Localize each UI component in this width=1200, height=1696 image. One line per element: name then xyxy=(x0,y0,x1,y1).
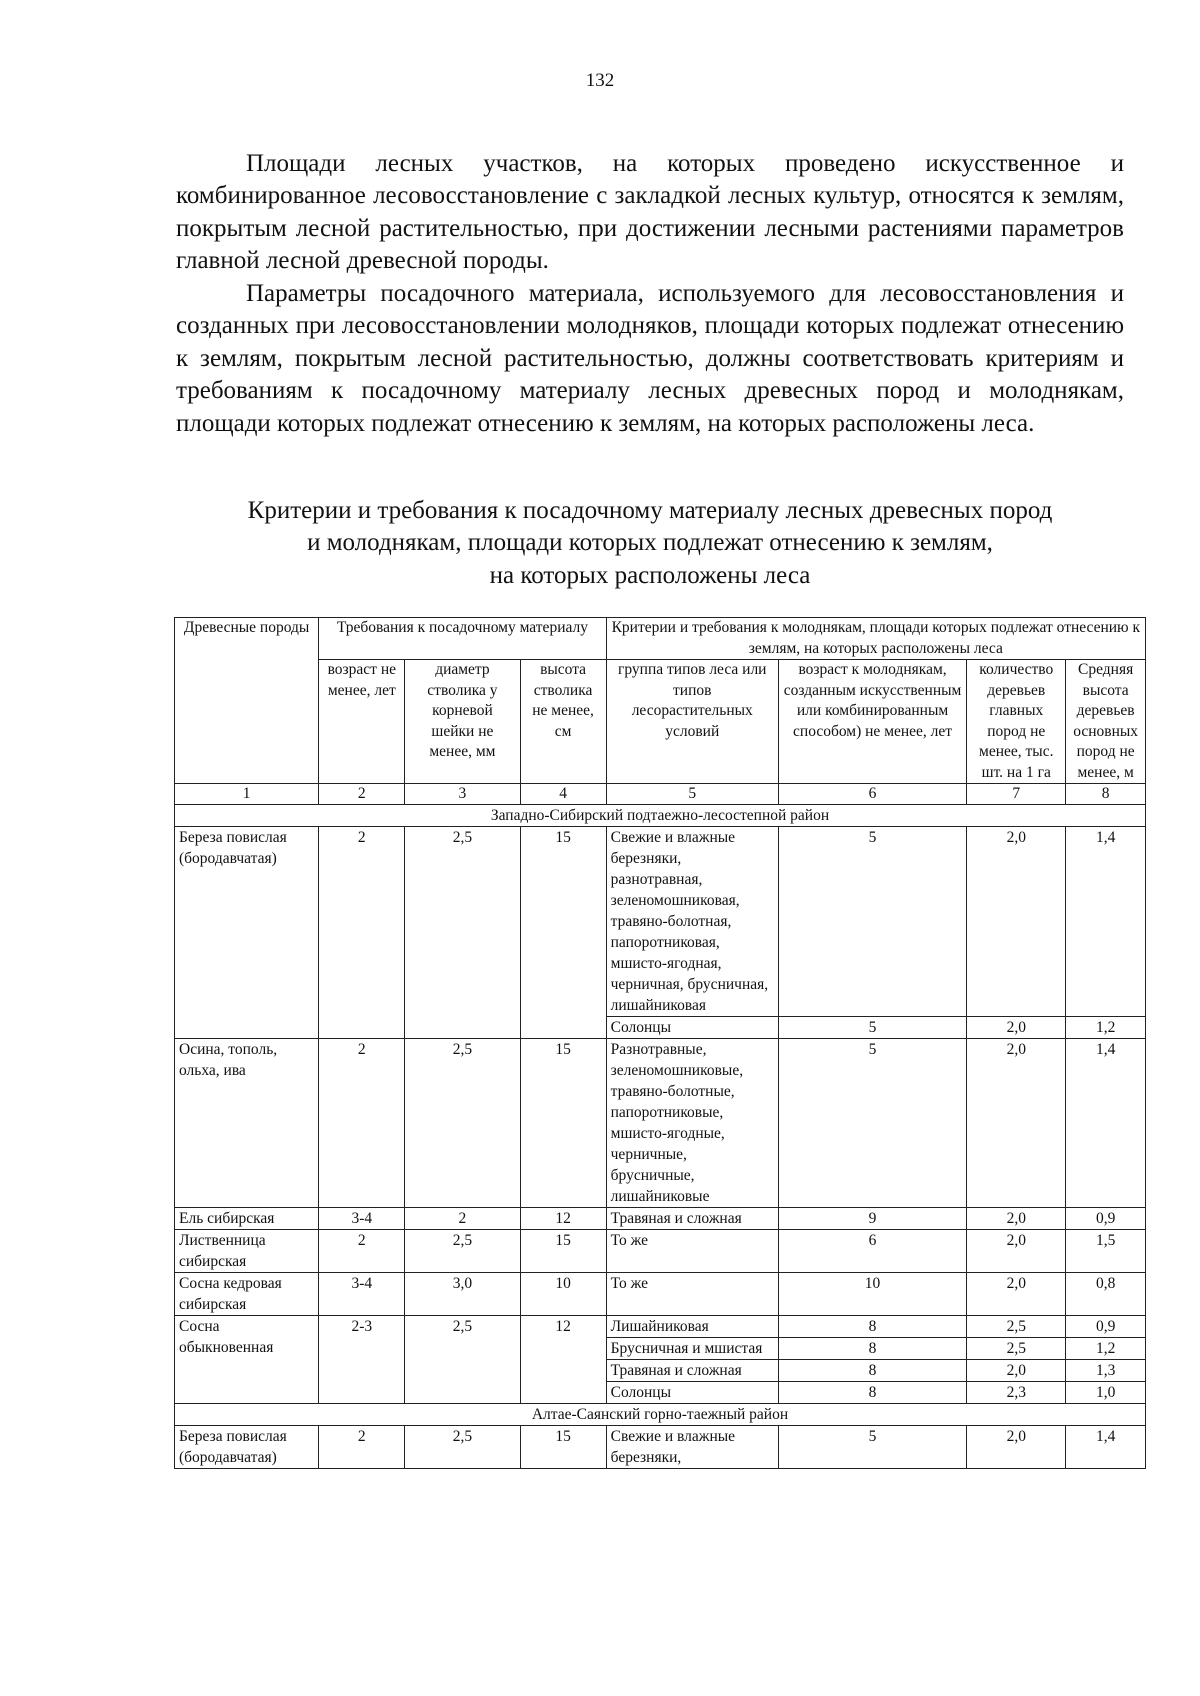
header-row-1 xyxy=(175,618,1146,660)
section-name: Алтае-Саянский горно-таежный район xyxy=(175,1404,1146,1426)
forest-type-cell: Разнотравные, зеленомошниковые, травяно-болотные, папоротниковые, мшисто-ягодные, черничные, брусничные, лишайниковые xyxy=(606,1039,778,1208)
avg-height-cell: 1,4 xyxy=(1066,1426,1146,1469)
tree-count-cell: 2,0 xyxy=(967,1360,1066,1382)
age-cell: 3-4 xyxy=(319,1208,405,1230)
height-cell: 12 xyxy=(520,1208,606,1230)
table-title-line-3: на которых расположены леса xyxy=(489,561,811,589)
table-row xyxy=(175,1316,1146,1338)
height-cell: 15 xyxy=(520,1039,606,1208)
avg-height-cell: 1,0 xyxy=(1066,1382,1146,1404)
section-row xyxy=(175,1404,1146,1426)
column-number: 7 xyxy=(967,784,1066,805)
tree-count-cell: 2,0 xyxy=(967,1039,1066,1208)
age-cell: 2 xyxy=(319,827,405,1039)
diameter-cell: 2,5 xyxy=(405,1039,520,1208)
young-age-cell: 8 xyxy=(778,1360,966,1382)
header-forest-type: группа типов леса или типов лесорастительных условий xyxy=(606,660,778,784)
table-title-line-2: и молоднякам, площади которых подлежат отнесению к землям, xyxy=(307,529,993,557)
species-cell: Сосна кедровая сибирская xyxy=(175,1273,319,1316)
header-young-age: возраст к молоднякам, созданным искусственным или комбинированным способом) не менее, лет xyxy=(778,660,966,784)
species-cell: Осина, тополь, ольха, ива xyxy=(175,1039,319,1208)
page-number: 132 xyxy=(585,70,615,91)
avg-height-cell: 1,2 xyxy=(1066,1017,1146,1039)
table-title-line-1: Критерии и требования к посадочному материалу лесных древесных пород xyxy=(247,497,1053,524)
young-age-cell: 8 xyxy=(778,1316,966,1338)
young-age-cell: 8 xyxy=(778,1382,966,1404)
forest-type-cell: Солонцы xyxy=(606,1382,778,1404)
header-height: высота стволика не менее, см xyxy=(520,660,606,784)
avg-height-cell: 1,2 xyxy=(1066,1338,1146,1360)
forest-type-cell: Солонцы xyxy=(606,1017,778,1039)
column-number: 5 xyxy=(606,784,778,805)
diameter-cell: 2 xyxy=(405,1208,520,1230)
tree-count-cell: 2,0 xyxy=(967,1273,1066,1316)
young-age-cell: 10 xyxy=(778,1273,966,1316)
table-row xyxy=(175,827,1146,1017)
height-cell: 10 xyxy=(520,1273,606,1316)
forest-type-cell: Свежие и влажные березняки, xyxy=(606,1426,778,1469)
diameter-cell: 2,5 xyxy=(405,1316,520,1404)
header-planting-material: Требования к посадочному материалу xyxy=(319,618,606,660)
table-row xyxy=(175,1426,1146,1469)
tree-count-cell: 2,5 xyxy=(967,1338,1066,1360)
forest-type-cell: Травяная и сложная xyxy=(606,1360,778,1382)
header-species: Древесные породы xyxy=(175,618,319,784)
forest-type-cell: Травяная и сложная xyxy=(606,1208,778,1230)
tree-count-cell: 2,3 xyxy=(967,1382,1066,1404)
height-cell: 15 xyxy=(520,1230,606,1273)
species-cell: Береза повислая (бородавчатая) xyxy=(175,827,319,1039)
species-cell: Береза повислая (бородавчатая) xyxy=(175,1426,319,1469)
table-title xyxy=(176,495,1124,592)
forest-type-cell: То же xyxy=(606,1230,778,1273)
diameter-cell: 3,0 xyxy=(405,1273,520,1316)
column-number: 4 xyxy=(520,784,606,805)
avg-height-cell: 1,5 xyxy=(1066,1230,1146,1273)
tree-count-cell: 2,0 xyxy=(967,1017,1066,1039)
age-cell: 2-3 xyxy=(319,1316,405,1404)
young-age-cell: 5 xyxy=(778,1017,966,1039)
height-cell: 15 xyxy=(520,827,606,1039)
table-row xyxy=(175,1208,1146,1230)
paragraph-2 xyxy=(176,278,1124,440)
forest-type-cell: То же xyxy=(606,1273,778,1316)
height-cell: 15 xyxy=(520,1426,606,1469)
height-cell: 12 xyxy=(520,1316,606,1404)
young-age-cell: 5 xyxy=(778,1426,966,1469)
column-number: 6 xyxy=(778,784,966,805)
avg-height-cell: 0,8 xyxy=(1066,1273,1146,1316)
species-cell: Ель сибирская xyxy=(175,1208,319,1230)
young-age-cell: 5 xyxy=(778,1039,966,1208)
table-row xyxy=(175,1273,1146,1316)
age-cell: 3-4 xyxy=(319,1273,405,1316)
paragraph-1-text: Площади лесных участков, на которых проведено искусственное и комбинированное лесовосстановление с закладкой лесных культур, относятся к землям, покрытым лесной растительностью, при достижении лесными растениями параметров главной лесной древесной породы. xyxy=(176,150,1124,275)
paragraph-1 xyxy=(176,148,1124,278)
table-row xyxy=(175,1230,1146,1273)
avg-height-cell: 1,4 xyxy=(1066,1039,1146,1208)
age-cell: 2 xyxy=(319,1426,405,1469)
criteria-table xyxy=(174,617,1146,1469)
forest-type-cell: Свежие и влажные березняки, разнотравная, зеленомошниковая, травяно-болотная, папоротниковая, мшисто-ягодная, черничная, брусничная, лишайниковая xyxy=(606,827,778,1017)
header-young-stands: Критерии и требования к молоднякам, площади которых подлежат отнесению к землям, на которых расположены леса xyxy=(606,618,1145,660)
avg-height-cell: 1,4 xyxy=(1066,827,1146,1017)
young-age-cell: 9 xyxy=(778,1208,966,1230)
forest-type-cell: Брусничная и мшистая xyxy=(606,1338,778,1360)
avg-height-cell: 1,3 xyxy=(1066,1360,1146,1382)
tree-count-cell: 2,5 xyxy=(967,1316,1066,1338)
column-number: 8 xyxy=(1066,784,1146,805)
paragraph-2-text: Параметры посадочного материала, используемого для лесовосстановления и созданных при лесовосстановлении молодняков, площади которых подлежат отнесению к землям, покрытым лесной растительностью, должны соответствовать критериям и требованиям к посадочному материалу лесных древесных пород и молоднякам, площади которых подлежат отнесению к землям, на которых расположены леса. xyxy=(176,280,1124,437)
young-age-cell: 8 xyxy=(778,1338,966,1360)
avg-height-cell: 0,9 xyxy=(1066,1208,1146,1230)
header-diameter: диаметр стволика у корневой шейки не менее, мм xyxy=(405,660,520,784)
young-age-cell: 5 xyxy=(778,827,966,1017)
age-cell: 2 xyxy=(319,1039,405,1208)
table-row xyxy=(175,1039,1146,1208)
species-cell: Лиственница сибирская xyxy=(175,1230,319,1273)
diameter-cell: 2,5 xyxy=(405,1426,520,1469)
tree-count-cell: 2,0 xyxy=(967,1230,1066,1273)
column-number: 3 xyxy=(405,784,520,805)
species-cell: Сосна обыкновенная xyxy=(175,1316,319,1404)
header-avg-height: Средняя высота деревьев основных пород не менее, м xyxy=(1066,660,1146,784)
header-age: возраст не менее, лет xyxy=(319,660,405,784)
section-name: Западно-Сибирский подтаежно-лесостепной район xyxy=(175,805,1146,827)
forest-type-cell: Лишайниковая xyxy=(606,1316,778,1338)
column-number: 2 xyxy=(319,784,405,805)
tree-count-cell: 2,0 xyxy=(967,1208,1066,1230)
header-tree-count: количество деревьев главных пород не менее, тыс. шт. на 1 га xyxy=(967,660,1066,784)
column-number: 1 xyxy=(175,784,319,805)
age-cell: 2 xyxy=(319,1230,405,1273)
column-number-row xyxy=(175,784,1146,805)
diameter-cell: 2,5 xyxy=(405,827,520,1039)
tree-count-cell: 2,0 xyxy=(967,1426,1066,1469)
section-row xyxy=(175,805,1146,827)
header-row-2 xyxy=(175,660,1146,784)
avg-height-cell: 0,9 xyxy=(1066,1316,1146,1338)
diameter-cell: 2,5 xyxy=(405,1230,520,1273)
tree-count-cell: 2,0 xyxy=(967,827,1066,1017)
young-age-cell: 6 xyxy=(778,1230,966,1273)
